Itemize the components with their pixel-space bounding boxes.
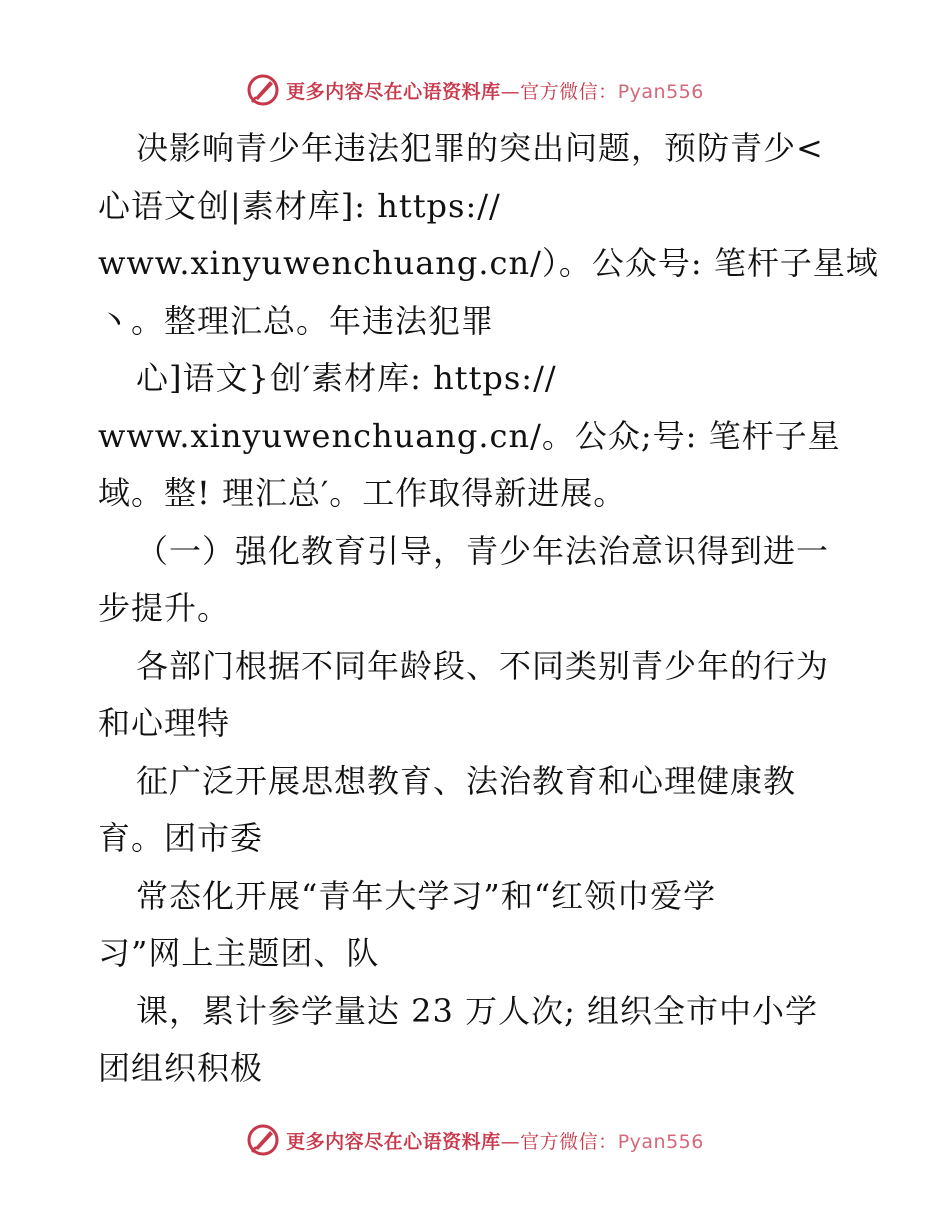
text-line: （一）强化教育引导，青少年法治意识得到进一	[136, 531, 830, 570]
banner-dash: —	[500, 1130, 521, 1153]
text-line: www.xinyuwenchuang.cn/。公众;号: 笔杆子星	[98, 416, 841, 455]
banner-wechat-label: 官方微信：	[520, 1130, 618, 1153]
document-body	[98, 120, 879, 1098]
text-line: 征广泛开展思想教育、法治教育和心理健康教	[136, 761, 797, 800]
text-line: 步提升。	[98, 589, 231, 627]
text-line: 团组织积极	[98, 1049, 264, 1087]
text-line: 心语文创|素材库]: https://	[98, 186, 501, 225]
text-line: 丶。整理汇总。年违法犯罪	[98, 301, 495, 340]
text-line: 和心理特	[98, 704, 231, 742]
header-banner	[0, 70, 950, 110]
text-line: 课，累计参学量达 23 万人次; 组织全市中小学	[136, 991, 819, 1030]
banner-main-text: 更多内容尽在心语资料库	[286, 80, 501, 103]
text-line: www.xinyuwenchuang.cn/）。公众号: 笔杆子星域	[98, 244, 879, 282]
quill-logo-icon	[246, 1123, 280, 1157]
text-line: 心]语文}创′素材库: https://	[136, 359, 557, 397]
banner-text	[286, 77, 704, 104]
banner-text	[286, 1127, 704, 1154]
quill-logo-icon	[246, 73, 280, 107]
text-line: 各部门根据不同年龄段、不同类别青少年的行为	[136, 646, 830, 685]
text-line: 常态化开展“青年大学习”和“红领巾爱学	[136, 876, 717, 915]
text-line: 域。整! 理汇总′。工作取得新进展。	[98, 474, 627, 512]
text-line: 育。团市委	[98, 819, 264, 857]
banner-main-text: 更多内容尽在心语资料库	[286, 1130, 501, 1153]
banner-wechat-label: 官方微信：	[520, 80, 618, 103]
banner-dash: —	[500, 80, 521, 103]
banner-wechat-id: Pyan556	[617, 80, 704, 103]
text-line: 决影响青少年违法犯罪的突出问题，预防青少<	[136, 129, 824, 167]
banner-wechat-id: Pyan556	[617, 1130, 704, 1153]
text-line: 习”网上主题团、队	[98, 934, 380, 972]
footer-banner	[0, 1120, 950, 1160]
